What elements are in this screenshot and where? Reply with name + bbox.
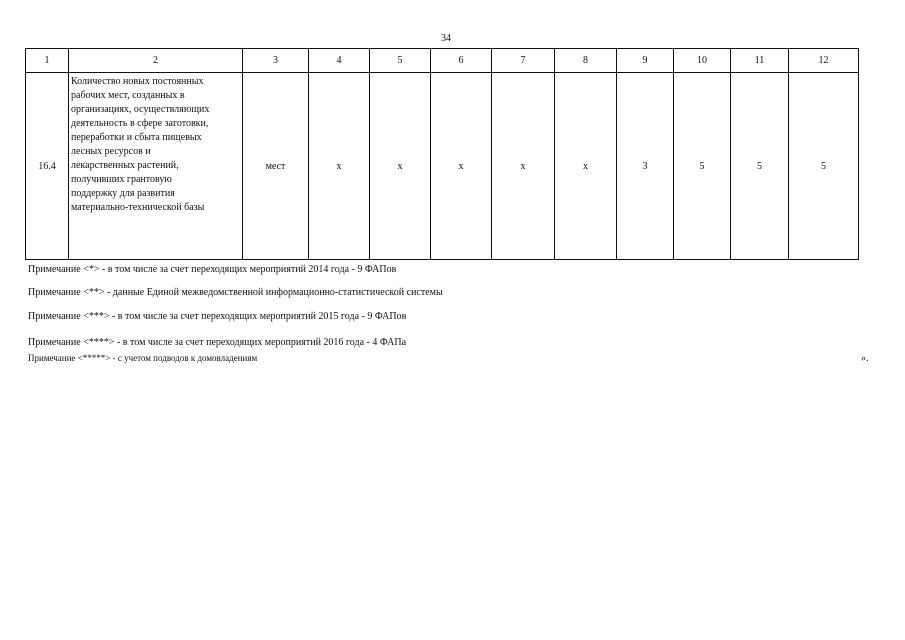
unit-cell: мест <box>243 73 309 260</box>
column-header: 2 <box>69 49 243 73</box>
note-text: Примечание <***> - в том числе за счет переходящих мероприятий 2015 года - 9 ФАПов <box>28 311 407 322</box>
column-header: 12 <box>789 49 859 73</box>
indicator-table <box>25 48 859 260</box>
value-cell: 5 <box>789 73 859 260</box>
note-text: Примечание <*****> - с учетом подводов к домовладениям <box>28 353 258 363</box>
column-header: 10 <box>674 49 731 73</box>
value-cell: x <box>370 73 431 260</box>
column-header: 8 <box>555 49 617 73</box>
column-header: 9 <box>617 49 674 73</box>
value-cell: 5 <box>731 73 789 260</box>
closing-quote-mark: ». <box>861 353 869 364</box>
note-text: Примечание <****> - в том числе за счет переходящих мероприятий 2016 года - 4 ФАПа <box>28 337 407 348</box>
note-text: Примечание <*> - в том числе за счет переходящих мероприятий 2014 года - 9 ФАПов <box>28 264 397 275</box>
page-number: 34 <box>441 33 451 44</box>
table-row <box>26 73 859 260</box>
value-cell: 5 <box>674 73 731 260</box>
value-cell: 3 <box>617 73 674 260</box>
value-cell: x <box>309 73 370 260</box>
column-header: 6 <box>431 49 492 73</box>
column-header: 4 <box>309 49 370 73</box>
column-header: 3 <box>243 49 309 73</box>
column-header: 11 <box>731 49 789 73</box>
value-cell: x <box>555 73 617 260</box>
indicator-description-cell: Количество новых постоянных рабочих мест, созданных в организациях, осуществляющих деятельность в сфере заготовки, переработки и сбыта пищевых лесных ресурсов и лекарственных растений, получивших грантовую поддержку для развития материально-технической базы <box>69 73 243 260</box>
table-header-row <box>26 49 859 73</box>
column-header: 5 <box>370 49 431 73</box>
value-cell: x <box>492 73 555 260</box>
column-header: 7 <box>492 49 555 73</box>
row-number-cell: 16.4 <box>26 73 69 260</box>
column-header: 1 <box>26 49 69 73</box>
note-text: Примечание <**> - данные Единой межведомственной информационно-статистической системы <box>28 287 443 298</box>
value-cell: x <box>431 73 492 260</box>
